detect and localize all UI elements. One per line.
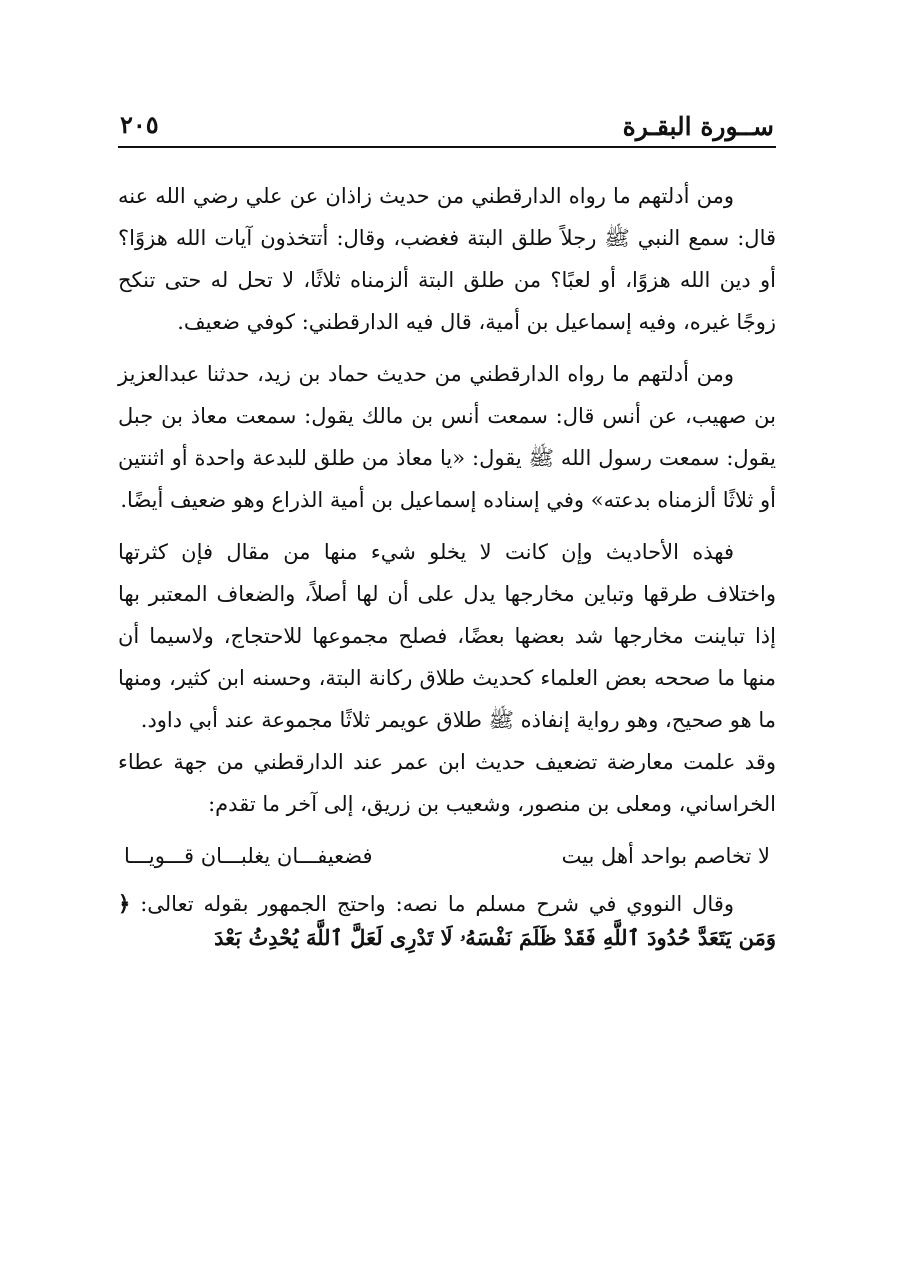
quran-quote: ﴿ وَمَن يَتَعَدَّ حُدُودَ ٱللَّهِ فَقَدْ ظَلَمَ نَفْسَهُۥ لَا تَدْرِى لَعَلَّ ٱللَّهَ يُحْدِثُ بَعْدَ <box>118 891 776 950</box>
paragraph-4: وقد علمت معارضة تضعيف حديث ابن عمر عند الدارقطني من جهة عطاء الخراساني، ومعلى بن منصور، وشعيب بن زريق، إلى آخر ما تقدم: <box>118 750 776 816</box>
running-title: ســورة البقـرة <box>622 112 774 141</box>
body-text <box>118 175 776 955</box>
paragraph-3: فهذه الأحاديث وإن كانت لا يخلو شيء منها من مقال فإن كثرتها واختلاف طرقها وتباين مخارجها يدل على أن لها أصلاً، والضعاف المعتبر بها إذا تباينت مخارجها شد بعضها بعضًا، فصلح مجموعها للاحتجاج، ولاسيما أن منها ما صححه بعض العلماء كحديث طلاق ركانة البتة، وحسنه ابن كثير، ومنها ما هو صحيح، وهو رواية إنفاذه ﷺ طلاق عويمر ثلاثًا مجموعة عند أبي داود. <box>118 540 776 732</box>
paragraph-5-text: وقال النووي في شرح مسلم ما نصه: واحتج الجمهور بقوله تعالى: <box>130 892 734 916</box>
verse-right-hemistich: لا تخاصم بواحد أهل بيت <box>561 844 770 868</box>
paragraph-2: ومن أدلتهم ما رواه الدارقطني من حديث حماد بن زيد، حدثنا عبدالعزيز بن صهيب، عن أنس قال: سمعت أنس بن مالك يقول: سمعت معاذ بن جبل يقول: سمعت رسول الله ﷺ يقول: «يا معاذ من طلق للبدعة واحدة أو اثنتين أو ثلاثًا ألزمناه بدعته» وفي إسناده إسماعيل بن أمية الذراع وهو ضعيف أيضًا. <box>118 362 776 512</box>
poetry-verse <box>118 835 776 877</box>
page-number: ٢٠٥ <box>120 110 159 139</box>
verse-left-hemistich: فضعيفـــان يغلبـــان قـــويـــا <box>124 844 373 868</box>
paragraph-1: ومن أدلتهم ما رواه الدارقطني من حديث زاذان عن علي رضي الله عنه قال: سمع النبي ﷺ رجلاً طلق البتة فغضب، وقال: أتتخذون آيات الله هزوًا؟ أو دين الله هزوًا، أو لعبًا؟ من طلق البتة ألزمناه ثلاثًا، لا تحل له حتى تنكح زوجًا غيره، وفيه إسماعيل بن أمية، قال فيه الدارقطني: كوفي ضعيف. <box>118 184 776 334</box>
paragraph-5 <box>118 887 776 955</box>
page-header <box>118 108 776 148</box>
